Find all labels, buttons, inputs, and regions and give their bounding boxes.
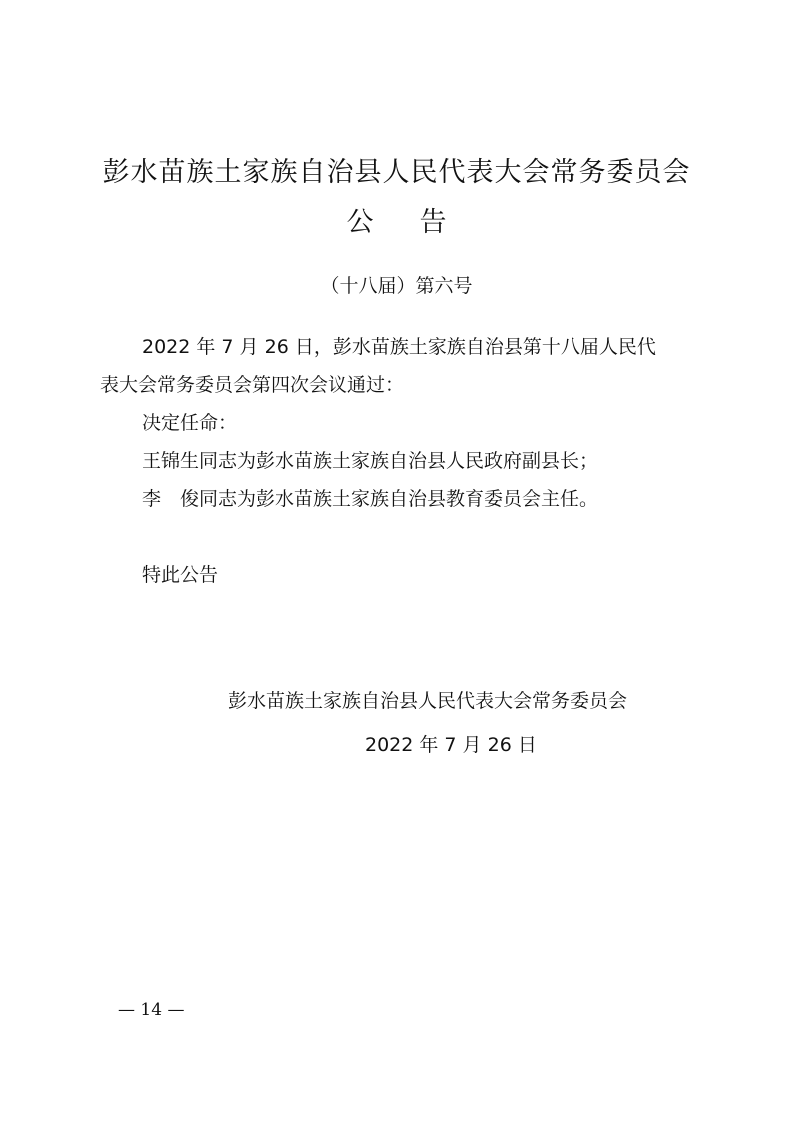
- signature-organization: 彭水苗族土家族自治县人民代表大会常务委员会: [228, 690, 628, 712]
- appointment-item-2: 李 俊同志为彭水苗族土家族自治县教育委员会主任。: [142, 488, 599, 510]
- appointment-item-1: 王锦生同志为彭水苗族土家族自治县人民政府副县长；: [142, 450, 599, 472]
- announcement-title-char-1: 公: [346, 207, 374, 238]
- announcement-title: [0, 200, 793, 239]
- signature-date: 2022 年 7 月 26 日: [365, 734, 537, 756]
- announcement-title-char-2: 告: [419, 207, 447, 238]
- decision-label: 决定任命：: [142, 412, 238, 434]
- intro-paragraph: [100, 328, 700, 404]
- intro-line-1: 2022 年 7 月 26 日，彭水苗族土家族自治县第十八届人民代: [142, 336, 656, 358]
- intro-line-2: 表大会常务委员会第四次会议通过：: [100, 374, 405, 396]
- closing-text: 特此公告: [142, 564, 219, 586]
- document-number: （十八届）第六号: [320, 275, 473, 297]
- page-number: — 14 —: [118, 1000, 185, 1020]
- issuer-title: 彭水苗族土家族自治县人民代表大会常务委员会: [102, 157, 691, 188]
